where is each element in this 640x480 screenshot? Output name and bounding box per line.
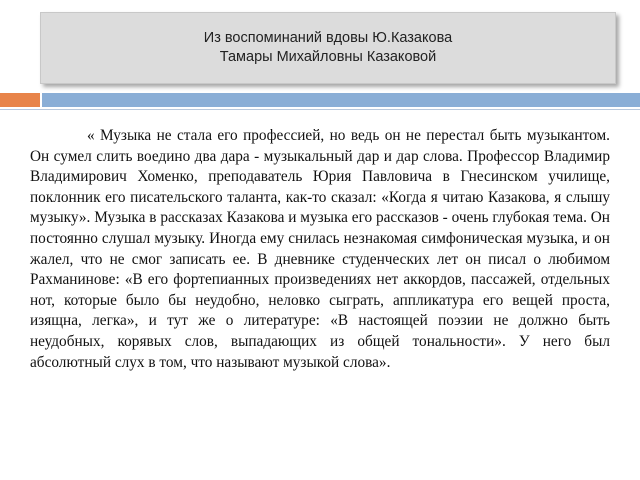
slide-title-line-1: Из воспоминаний вдовы Ю.Казакова [203,30,453,46]
accent-bar [0,93,40,107]
body-text: « Музыка не стала его профессией, но ведь он не перестал быть музыкантом. Он сумел слить воедино два дара - музыкальный дар и дар слова. Профессор Владимир Владимирович Хоменко, преподаватель Юрия Павловича в Гнесинском училище, поклонник его писательского таланта, как-то сказал: «Когда я читаю Казакова, я слышу музыку». Музыка в рассказах Казакова и музыка его рассказов - очень глубокая тема. Он постоянно слушал музыку. Иногда ему снилась незнакомая симфоническая музыка, и он жалел, что не смог записать ее. В дневнике студенческих лет он писал о любимом Рахманинове: «В его фортепианных произведениях нет аккордов, пассажей, отдельных нот, которые было бы неудобно, неловко сыграть, аппликатура его вещей проста, изящна, легка», и тут же о литературе: «В настоящей поэзии не должно быть неудобных, корявых слов, выпадающих из общей тональности». У него был абсолютный слух в том, что называют музыкой слова». [30,127,610,371]
divider [0,109,640,110]
slide-title-box [40,12,616,84]
slide-title-line-2: Тамары Михайловны Казаковой [219,49,437,65]
decorative-bar [42,93,640,107]
